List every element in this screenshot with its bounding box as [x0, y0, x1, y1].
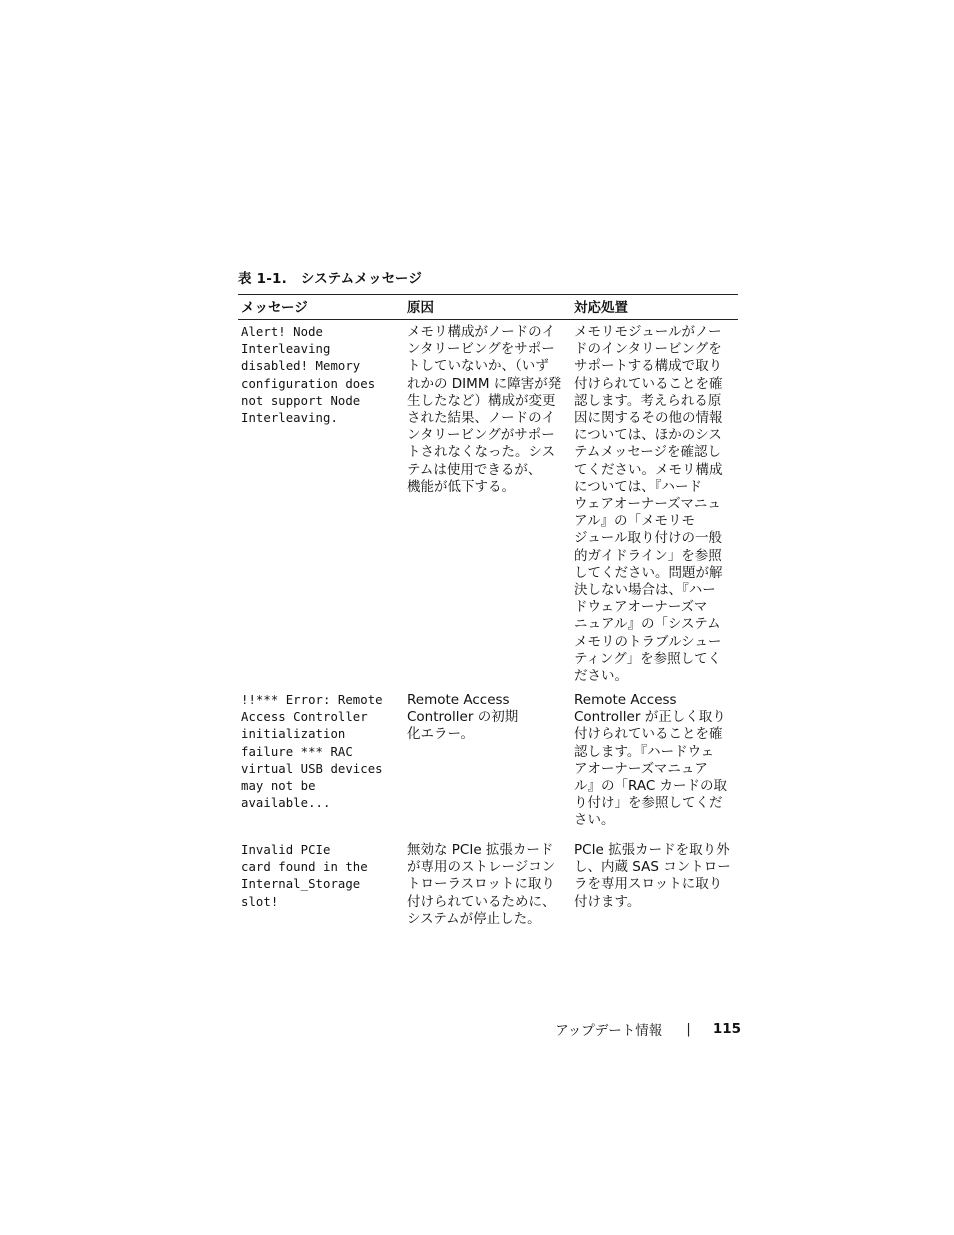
- header-action: 対応処置: [574, 300, 628, 316]
- message-cell: Alert! Node Interleaving disabled! Memory configuration does not support Node Interleaving.: [241, 325, 376, 426]
- header-cause: 原因: [407, 300, 434, 316]
- page-number: 115: [712, 1021, 741, 1037]
- table-title: システムメッセージ: [300, 271, 423, 287]
- header-message: メッセージ: [241, 300, 308, 316]
- table-caption: [238, 267, 422, 287]
- cause-cell: Remote Access Controller の初期 化エラー。: [407, 692, 519, 743]
- table-row: [238, 838, 738, 942]
- action-cell: Remote Access Controller が正しく取り 付けられていることを確 認します。『ハードウェ アオーナーズマニュア ル』の「RAC カードの取 り付け」を参照してくだ さい。: [574, 692, 728, 829]
- table-number: 表 1-1.: [238, 271, 287, 287]
- footer-section-title: アップデート情報: [555, 1023, 663, 1039]
- table-row: [238, 320, 738, 688]
- action-cell: PCIe 拡張カードを取り外 し、内蔵 SAS コントロー ラを専用スロットに取り 付けます。: [574, 842, 731, 910]
- system-messages-table: [238, 294, 738, 942]
- message-cell: !!*** Error: Remote Access Controller initialization failure *** RAC virtual USB devices may not be available...: [241, 693, 383, 811]
- cause-cell: 無効な PCIe 拡張カード が専用のストレージコン トローラスロットに取り 付けられているために、 システムが停止した。: [407, 842, 556, 927]
- page-footer: [555, 1019, 741, 1039]
- message-cell: Invalid PCIe card found in the Internal_Storage slot!: [241, 843, 368, 909]
- action-cell: メモリモジュールがノー ドのインタリービングを サポートする構成で取り 付けられていることを確 認します。考えられる原 因に関するその他の情報 については、ほかのシス テムメッセージを確認し てください。メモリ構成 については、『ハード ウェアオーナーズマニュ アル』の「メモリモ ジュール取り付けの一般 的ガイドライン」を参照 してください。問題が解 決しない場合は、『ハー ドウェアオーナーズマ ニュアル』の「システム メモリのトラブルシュー ティング」を参照してく ださい。: [574, 324, 723, 685]
- table-row: [238, 688, 738, 838]
- cause-cell: メモリ構成がノードのイ ンタリービングをサポー トしていないか、（いず れかの DIMM に障害が発 生したなど）構成が変更 された結果、ノードのイ ンタリービングがサポー トされなくなった。シス テムは使用できるが、 機能が低下する。: [407, 324, 562, 495]
- table-header-row: [238, 295, 738, 319]
- footer-separator: |: [686, 1021, 691, 1037]
